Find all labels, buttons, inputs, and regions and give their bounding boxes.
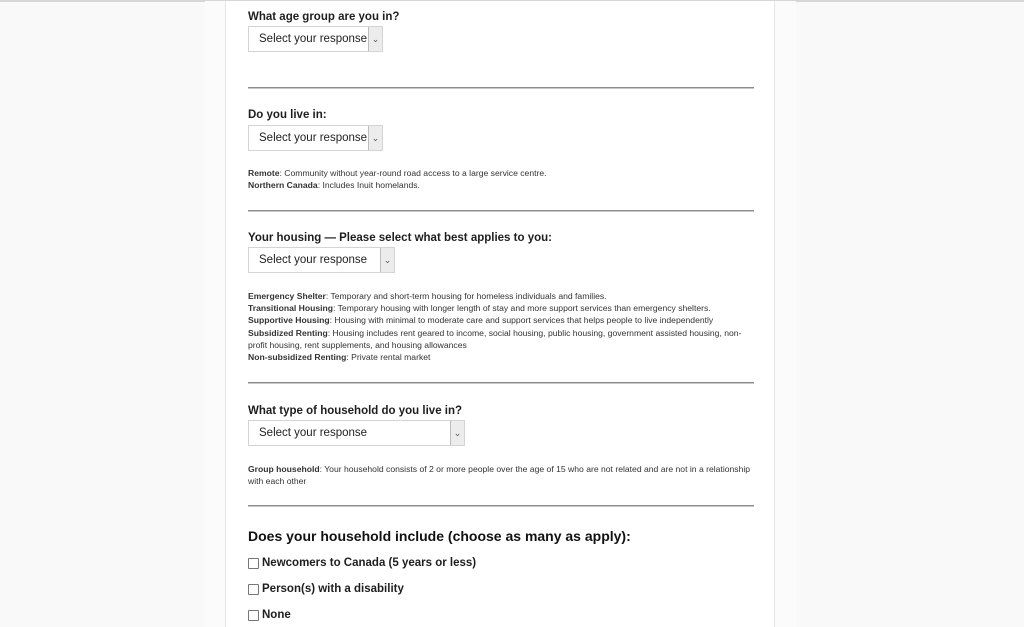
live-in-definitions	[248, 167, 754, 191]
definition-transitional-housing: Transitional Housing: Temporary housing with longer length of stay and more support services than emergency shelters.	[248, 303, 711, 314]
definition-emergency-shelter: Emergency Shelter: Temporary and short-term housing for homeless individuals and families.	[248, 291, 607, 301]
definition-northern-canada: Northern Canada: Includes Inuit homelands.	[248, 180, 420, 191]
option-none[interactable]	[248, 609, 291, 621]
household-include-label: Does your household include (choose as many as apply):	[248, 528, 631, 544]
newcomers-label[interactable]: Newcomers to Canada (5 years or less)	[262, 557, 477, 569]
disability-checkbox[interactable]	[248, 584, 259, 595]
housing-select[interactable]	[248, 247, 395, 273]
chevron-down-icon[interactable]: ⌄	[450, 421, 464, 445]
definition-non-subsidized-renting: Non-subsidized Renting: Private rental market	[248, 352, 431, 363]
disability-label[interactable]: Person(s) with a disability	[262, 583, 404, 595]
section-divider	[248, 505, 754, 507]
none-checkbox[interactable]	[248, 610, 259, 621]
definition-supportive-housing: Supportive Housing: Housing with minimal to moderate care and support services that helps people to live independently	[248, 315, 714, 326]
question-household-type-label: What type of household do you live in?	[248, 405, 463, 417]
housing-definitions	[248, 290, 754, 363]
question-live-in-label: Do you live in:	[248, 109, 327, 121]
definition-subsidized-renting: Subsidized Renting: Housing includes rent geared to income, social housing, public housing, government assisted housing, non-profit housing, rent supplements, and housing allowances	[248, 327, 742, 350]
option-newcomers[interactable]	[248, 557, 476, 569]
housing-select-value: Select your response	[259, 254, 368, 266]
chevron-down-icon[interactable]: ⌄	[368, 27, 382, 51]
option-disability[interactable]	[248, 583, 404, 595]
survey-form	[225, 1, 775, 627]
household-type-select-value: Select your response	[259, 427, 368, 439]
definition-group-household: Group household: Your household consists of 2 or more people over the age of 15 who are not related and are not in a relationship with each other	[248, 464, 751, 487]
definition-remote: Remote: Community without year-round road access to a large service centre.	[248, 168, 547, 178]
household-type-definitions	[248, 463, 754, 487]
question-age-group-label: What age group are you in?	[248, 11, 400, 23]
question-housing-label: Your housing — Please select what best applies to you:	[248, 232, 552, 244]
none-label[interactable]: None	[262, 609, 291, 621]
section-divider	[248, 87, 754, 89]
household-type-select[interactable]	[248, 420, 465, 446]
age-group-select-value: Select your response	[259, 33, 368, 45]
live-in-select[interactable]	[248, 125, 383, 151]
chevron-down-icon[interactable]: ⌄	[368, 126, 382, 150]
newcomers-checkbox[interactable]	[248, 558, 259, 569]
section-divider	[248, 210, 754, 212]
live-in-select-value: Select your response	[259, 132, 368, 144]
chevron-down-icon[interactable]: ⌄	[380, 248, 394, 272]
section-divider	[248, 382, 754, 384]
age-group-select[interactable]	[248, 26, 383, 52]
